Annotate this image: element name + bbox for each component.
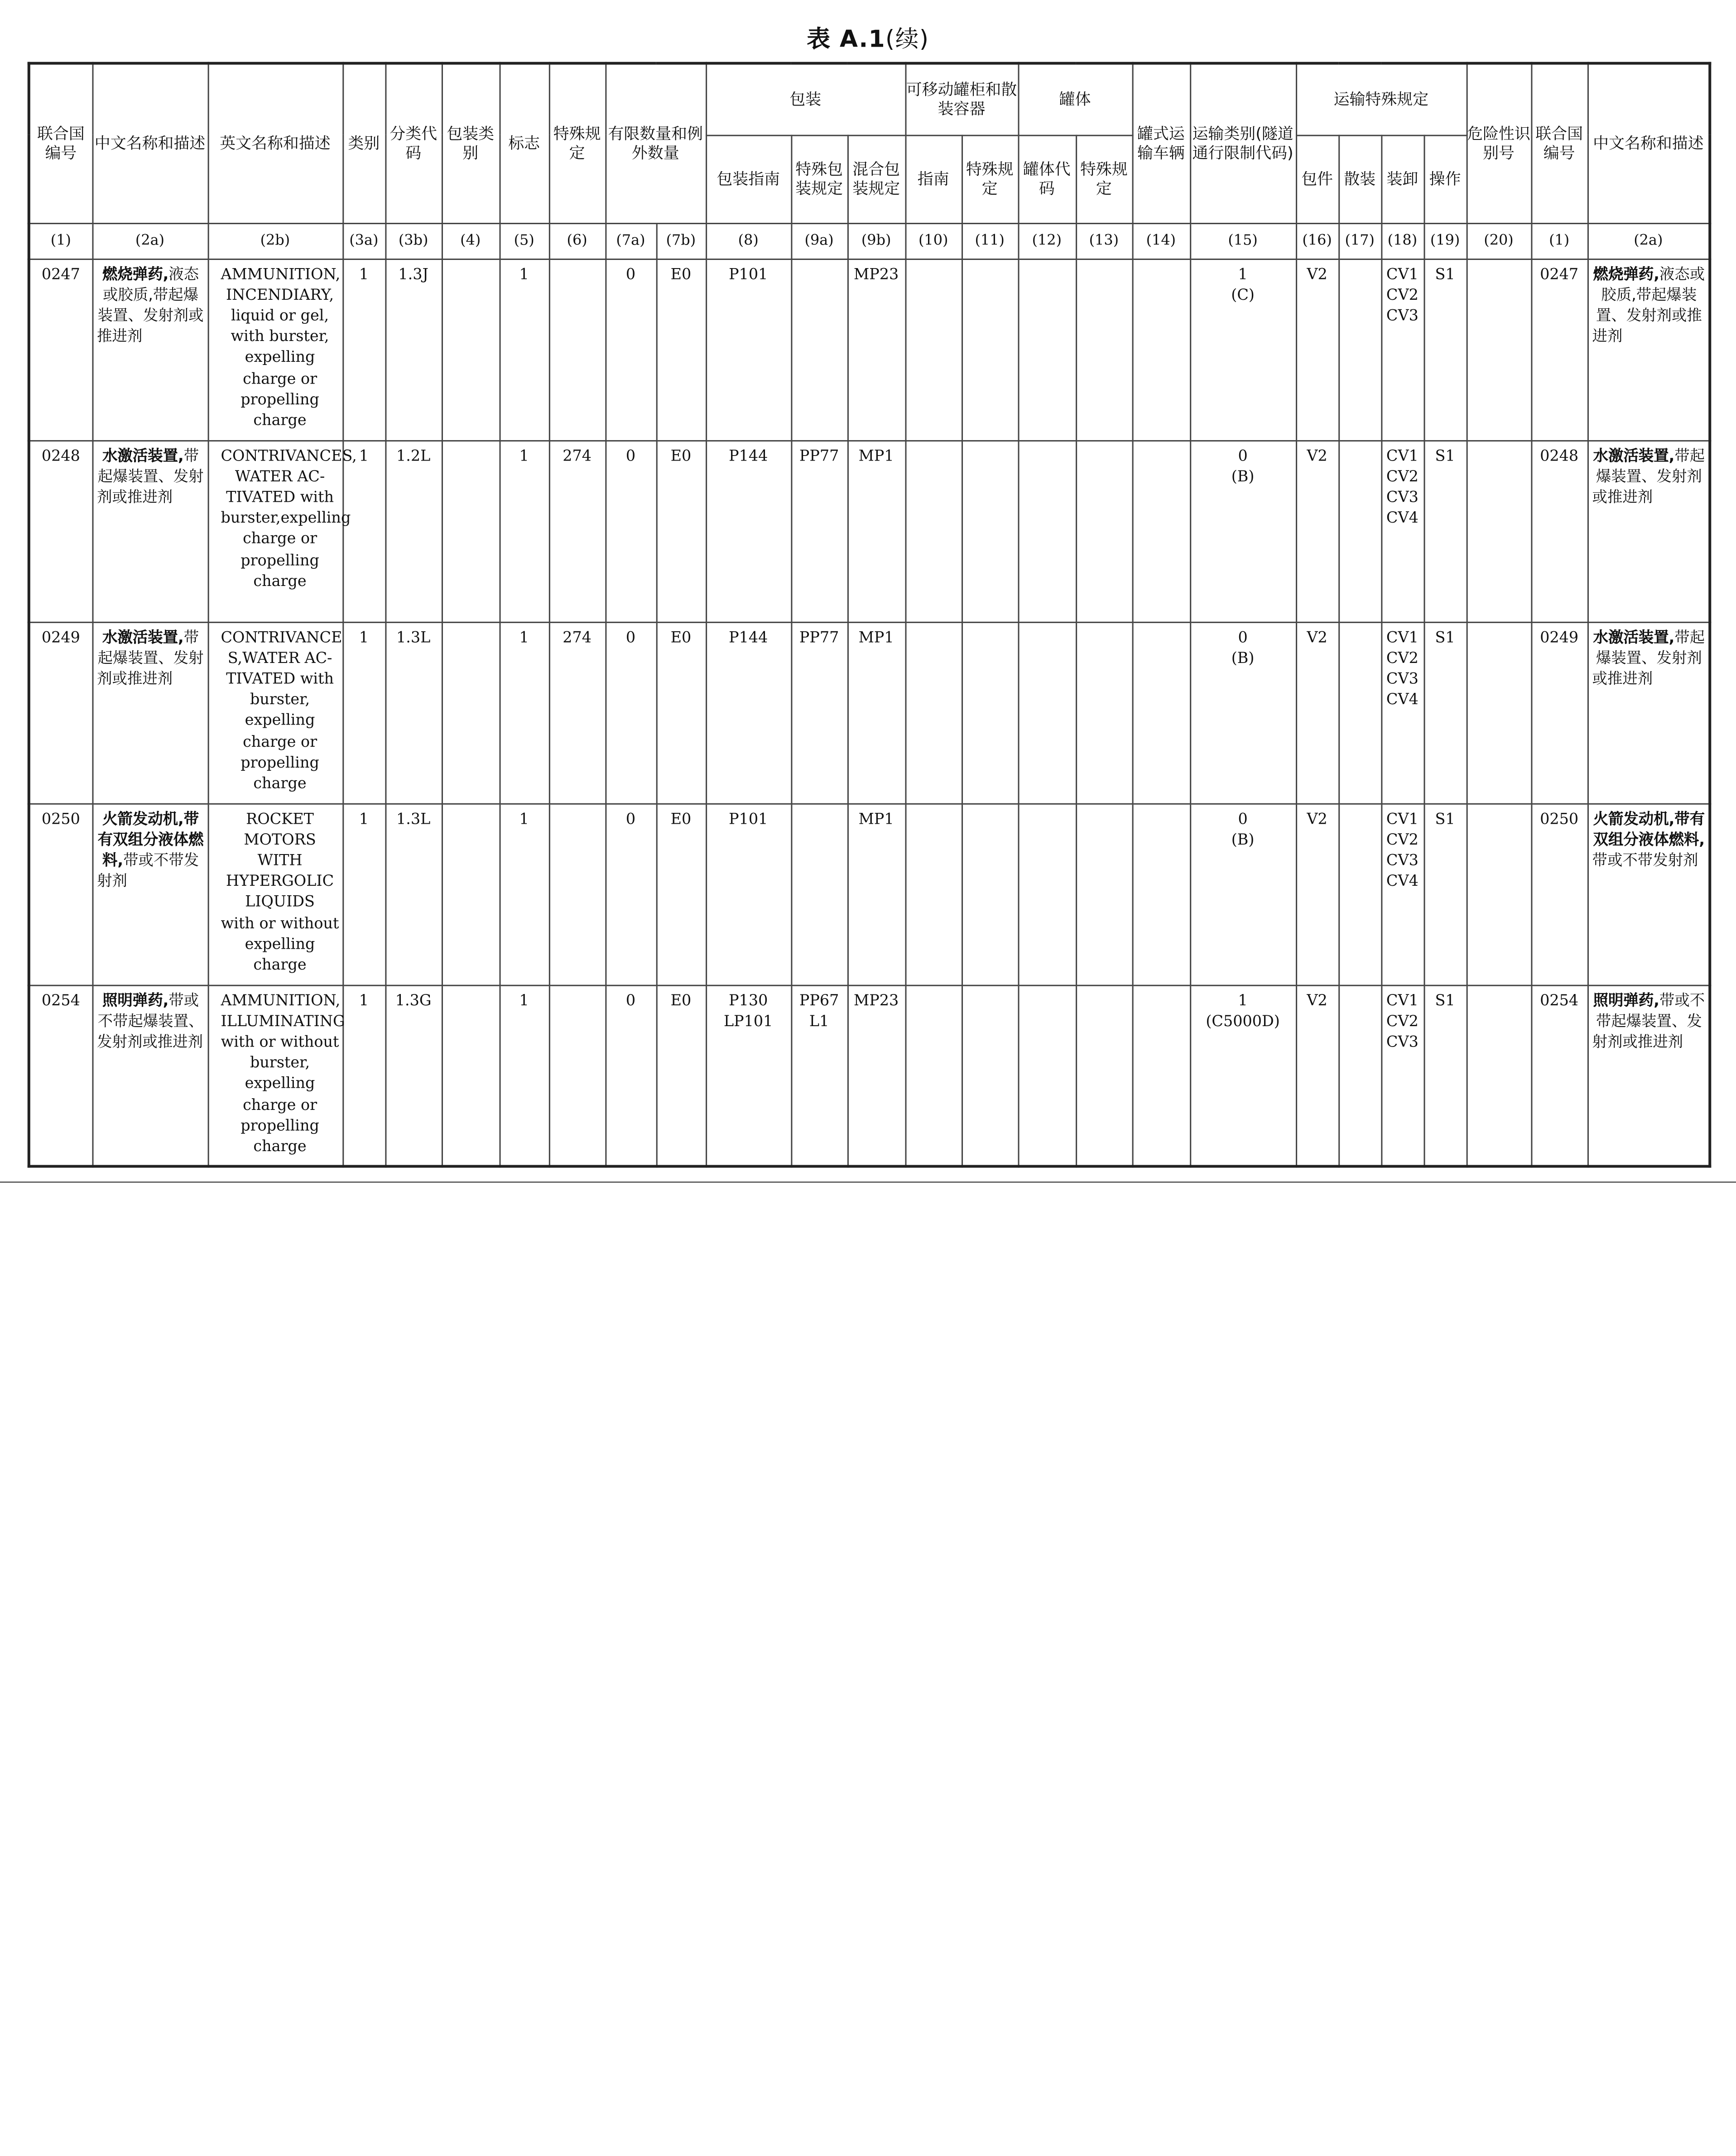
loading-cell-line: CV3 [1386,851,1419,869]
name-zh-right-cell-text: 带起爆装置、发射剂或推进剂 [1592,446,1705,506]
excepted-quantity-cell: E0 [656,985,706,1167]
class-cell: 1 [342,440,385,622]
hazard-id-cell [1467,985,1531,1167]
name-zh-right-cell-bold: 水激活装置, [1593,446,1675,465]
tank-special-cell [1076,803,1132,985]
transport-category-cell [1190,803,1296,985]
tank-special-cell [1076,440,1132,622]
name-zh-right-cell-bold: 火箭发动机,带有双组分液体燃料, [1593,809,1705,849]
name-zh-cell-bold: 照明弹药, [102,991,169,1009]
loading-cell-line: CV2 [1386,467,1419,485]
name-zh-cell-bold: 水激活装置, [102,628,184,646]
header-label: 标志 [500,63,549,223]
name-en-cell-line: burster, [250,691,310,709]
name-en-cell-line: burster, [250,1053,310,1072]
name-en-cell-line: charge [253,774,307,792]
header-limited-quantity: 有限数量和例外数量 [605,63,706,223]
tank-vehicle-cell [1132,440,1190,622]
header-special-transport: 运输特殊规定 [1296,63,1467,135]
column-number: (12) [1018,223,1076,259]
name-en-cell-line: propelling [240,1116,319,1134]
class-code-cell: 1.2L [385,440,442,622]
special-provisions-cell [549,803,606,985]
column-number: (17) [1338,223,1381,259]
pt-special-cell [962,803,1018,985]
special-pack-cell-line: PP67 [799,991,839,1009]
tank-code-cell [1018,440,1076,622]
column-number: (18) [1381,223,1423,259]
un-number-cell: 0249 [29,622,92,803]
page-divider [0,1181,1736,1183]
packages-cell: V2 [1296,440,1338,622]
special-pack-cell [791,259,847,440]
pack-instruction-cell-line: P130 [729,991,768,1009]
mixed-pack-cell: MP23 [847,985,905,1167]
name-en-cell-line: charge or [243,530,317,548]
pt-special-cell [962,985,1018,1167]
name-zh-right-cell-text: 带或不带起爆装置、发射剂或推进剂 [1592,991,1705,1051]
header-name-zh: 中文名称和描述 [92,63,207,223]
header-class: 类别 [342,63,385,223]
name-en-cell-line: with burster, [231,327,329,346]
header-un-number: 联合国编号 [29,63,92,223]
packing-group-cell [442,622,500,803]
packages-cell: V2 [1296,259,1338,440]
header-hazard-id: 危险性识别号 [1467,63,1531,223]
name-zh-right-cell-bold: 水激活装置, [1593,628,1675,646]
name-en-cell-line: HYPERGOLIC [226,872,334,890]
transport-category-cell [1190,259,1296,440]
column-number: (2a) [1587,223,1710,259]
column-number: (3b) [385,223,442,259]
mixed-pack-cell: MP1 [847,803,905,985]
transport-category: 0 [1238,446,1248,465]
operation-cell: S1 [1424,985,1467,1167]
name-en-cell-line: charge or [243,1095,317,1114]
loading-cell-line: CV1 [1386,991,1419,1009]
tank-code-cell [1018,803,1076,985]
header-packages: 包件 [1296,135,1338,223]
name-en-cell-line: MOTORS [244,830,316,849]
packages-cell: V2 [1296,985,1338,1167]
pt-instruction-cell [905,985,962,1167]
name-zh-right-cell-text: 带起爆装置、发射剂或推进剂 [1592,628,1705,688]
tunnel-code: (B) [1231,830,1255,849]
loading-cell-line: CV3 [1386,488,1419,506]
name-en-cell-line: expelling [245,348,315,366]
class-code-cell: 1.3L [385,622,442,803]
bulk-cell [1338,440,1381,622]
class-code-cell: 1.3J [385,259,442,440]
class-code-cell: 1.3G [385,985,442,1167]
special-provisions-cell [549,985,606,1167]
name-en-cell [208,985,343,1167]
name-en-cell-line: TIVATED with [226,669,334,688]
special-pack-cell [791,803,847,985]
name-en-cell-line: expelling [245,1075,315,1093]
loading-cell [1381,622,1423,803]
table-header [29,63,1710,259]
table-title-main: 表 A.1 [807,26,886,54]
name-zh-cell-text: 液态或胶质,带起爆装置、发射剂或推进剂 [97,264,204,346]
tank-vehicle-cell [1132,803,1190,985]
loading-cell-line: CV1 [1386,809,1419,827]
column-number: (2b) [208,223,343,259]
column-number: (10) [905,223,962,259]
header-packing-group: 包装类别 [442,63,500,223]
name-zh-cell-text: 带起爆装置、发射剂或推进剂 [97,446,204,506]
pt-special-cell [962,440,1018,622]
column-number: (1) [29,223,92,259]
operation-cell: S1 [1424,803,1467,985]
transport-category: 1 [1238,264,1248,283]
name-zh-right-cell [1587,985,1710,1167]
name-en-cell-line: liquid or gel, [231,307,329,325]
label-cell: 1 [500,985,549,1167]
special-provisions-cell [549,259,606,440]
loading-cell [1381,985,1423,1167]
header-pack-instruction: 包装指南 [706,135,791,223]
loading-cell-line: CV4 [1386,509,1419,527]
name-zh-right-cell [1587,440,1710,622]
header-tank-vehicle: 罐式运输车辆 [1132,63,1190,223]
transport-category-cell [1190,622,1296,803]
loading-cell-line: CV2 [1386,648,1419,667]
pack-instruction-cell [706,985,791,1167]
header-name-zh-right: 中文名称和描述 [1587,63,1710,223]
name-zh-cell-bold: 火箭发动机,带有双组分液体燃料, [97,809,204,869]
loading-cell [1381,803,1423,985]
packages-cell: V2 [1296,622,1338,803]
hazard-id-cell [1467,622,1531,803]
name-zh-cell-text: 带或不带发射剂 [97,851,199,890]
name-en-cell-line: charge [253,956,307,974]
column-number: (7a) [605,223,656,259]
name-zh-right-cell [1587,803,1710,985]
pt-instruction-cell [905,803,962,985]
header-special-pack: 特殊包装规定 [791,135,847,223]
tank-vehicle-cell [1132,622,1190,803]
name-zh-right-cell-text: 液态或胶质,带起爆装置、发射剂或推进剂 [1592,264,1705,346]
name-en-cell-line: ILLUMINATING [221,1012,345,1030]
operation-cell: S1 [1424,259,1467,440]
special-pack-cell-line: PP77 [799,446,839,465]
name-zh-cell-bold: 水激活装置, [102,446,184,465]
table-row [29,440,1710,622]
column-number: (4) [442,223,500,259]
un-number-right-cell: 0247 [1531,259,1587,440]
column-number: (16) [1296,223,1338,259]
name-en-cell-line: ROCKET [246,809,314,827]
name-en-cell [208,440,357,622]
tank-vehicle-cell [1132,985,1190,1167]
name-zh-cell [92,259,207,440]
bulk-cell [1338,985,1381,1167]
name-en-cell-line: expelling [245,935,315,953]
name-en-cell-line: S,WATER AC- [227,648,332,667]
mixed-pack-cell: MP23 [847,259,905,440]
un-number-cell: 0247 [29,259,92,440]
column-number: (2a) [92,223,207,259]
header-special-provisions: 特殊规定 [549,63,606,223]
column-number: (9a) [791,223,847,259]
name-en-cell [208,803,343,985]
name-en-cell-line: AMMUNITION, [221,991,341,1009]
mixed-pack-cell: MP1 [847,440,905,622]
header-portable-tank: 可移动罐柜和散装容器 [905,63,1018,135]
loading-cell-line: CV2 [1386,830,1419,849]
loading-cell-line: CV1 [1386,628,1419,646]
pt-instruction-cell [905,440,962,622]
class-cell: 1 [342,259,385,440]
excepted-quantity-cell: E0 [656,803,706,985]
name-en-cell-line: charge [253,411,307,429]
name-zh-cell [92,985,207,1167]
special-pack-cell [791,622,847,803]
column-number: (1) [1531,223,1587,259]
limited-quantity-cell: 0 [605,259,656,440]
loading-cell-line: CV1 [1386,264,1419,283]
special-pack-cell [791,985,847,1167]
class-cell: 1 [342,985,385,1167]
header-tank: 罐体 [1018,63,1132,135]
name-zh-right-cell-bold: 燃烧弹药, [1593,264,1659,283]
pack-instruction-cell-line: P144 [729,628,768,646]
header-mixed-pack: 混合包装规定 [847,135,905,223]
class-cell: 1 [342,803,385,985]
pt-special-cell [962,259,1018,440]
operation-cell: S1 [1424,622,1467,803]
name-en-cell-line: WATER AC- [235,467,325,485]
loading-cell [1381,259,1423,440]
packing-group-cell [442,985,500,1167]
special-provisions-cell: 274 [549,440,606,622]
tunnel-code: (B) [1231,467,1255,485]
pack-instruction-cell-line: P144 [729,446,768,465]
tank-code-cell [1018,259,1076,440]
un-number-right-cell: 0248 [1531,440,1587,622]
header-tank-special: 特殊规定 [1076,135,1132,223]
transport-category: 1 [1238,991,1248,1009]
un-number-cell: 0254 [29,985,92,1167]
name-en-cell-line: charge or [243,732,317,750]
transport-category: 0 [1238,809,1248,827]
table-title [0,19,1736,54]
transport-category-cell [1190,440,1296,622]
loading-cell-line: CV2 [1386,1012,1419,1030]
tank-vehicle-cell [1132,259,1190,440]
name-en-cell-line: propelling [240,753,319,772]
loading-cell-line: CV3 [1386,1032,1419,1051]
excepted-quantity-cell: E0 [656,259,706,440]
table-title-suffix: (续) [885,26,929,54]
limited-quantity-cell: 0 [605,440,656,622]
column-number: (15) [1190,223,1296,259]
column-number: (6) [549,223,606,259]
label-cell: 1 [500,259,549,440]
hazard-id-cell [1467,440,1531,622]
column-number: (11) [962,223,1018,259]
column-number: (8) [706,223,791,259]
pack-instruction-cell-line: P101 [729,809,768,827]
name-en-cell [208,622,343,803]
header-pt-special: 特殊规定 [962,135,1018,223]
excepted-quantity-cell: E0 [656,622,706,803]
name-en-cell-line: burster,expelling [221,509,351,527]
label-cell: 1 [500,440,549,622]
tunnel-code: (C) [1231,285,1255,304]
un-number-cell: 0248 [29,440,92,622]
pack-instruction-cell-line: LP101 [723,1012,773,1030]
pack-instruction-cell [706,803,791,985]
name-en-cell-line: CONTRIVANCE [221,628,342,646]
tank-special-cell [1076,622,1132,803]
name-zh-cell-text: 带或不带起爆装置、发射剂或推进剂 [97,991,204,1051]
name-zh-right-cell [1587,622,1710,803]
name-en-cell-line: CONTRIVANCES, [221,446,357,465]
limited-quantity-cell: 0 [605,622,656,803]
special-pack-cell-line: L1 [809,1012,829,1030]
name-en-cell-line: expelling [245,711,315,730]
header-pt-instruction: 指南 [905,135,962,223]
tank-code-cell [1018,622,1076,803]
header-transport-category: 运输类别(隧道通行限制代码) [1190,63,1296,223]
header-loading: 装卸 [1381,135,1423,223]
header-tank-code: 罐体代码 [1018,135,1076,223]
name-en-cell-line: charge [253,1137,307,1156]
name-en-cell-line: with or without [221,1032,339,1051]
table-row [29,985,1710,1167]
pt-instruction-cell [905,259,962,440]
label-cell: 1 [500,803,549,985]
excepted-quantity-cell: E0 [656,440,706,622]
column-number: (13) [1076,223,1132,259]
name-zh-right-cell-bold: 照明弹药, [1593,991,1659,1009]
name-zh-cell-text: 带起爆装置、发射剂或推进剂 [97,628,204,688]
column-number: (5) [500,223,549,259]
pack-instruction-cell [706,259,791,440]
packages-cell: V2 [1296,803,1338,985]
name-en-cell-line: WITH [257,851,303,869]
pack-instruction-cell [706,622,791,803]
operation-cell: S1 [1424,440,1467,622]
table-row [29,259,1710,440]
tunnel-code: (B) [1231,648,1255,667]
tank-code-cell [1018,985,1076,1167]
bulk-cell [1338,622,1381,803]
limited-quantity-cell: 0 [605,803,656,985]
special-pack-cell [791,440,847,622]
loading-cell-line: CV3 [1386,669,1419,688]
limited-quantity-cell: 0 [605,985,656,1167]
name-en-cell-line: INCENDIARY, [226,285,334,304]
special-provisions-cell: 274 [549,622,606,803]
column-number: (3a) [342,223,385,259]
tank-special-cell [1076,985,1132,1167]
loading-cell-line: CV4 [1386,872,1419,890]
name-en-cell-line: with or without [221,914,339,932]
pack-instruction-cell [706,440,791,622]
tank-special-cell [1076,259,1132,440]
name-zh-right-cell [1587,259,1710,440]
header-bulk: 散装 [1338,135,1381,223]
name-en-cell-line: charge or [243,369,317,388]
hazard-id-cell [1467,803,1531,985]
bulk-cell [1338,259,1381,440]
column-number: (14) [1132,223,1190,259]
name-en-cell-line: TIVATED with [226,488,334,506]
table-row [29,622,1710,803]
un-number-right-cell: 0250 [1531,803,1587,985]
pt-instruction-cell [905,622,962,803]
tunnel-code: (C5000D) [1206,1012,1280,1030]
class-cell: 1 [342,622,385,803]
header-operation: 操作 [1424,135,1467,223]
hazard-id-cell [1467,259,1531,440]
column-number: (9b) [847,223,905,259]
column-number-row [29,223,1710,259]
pt-special-cell [962,622,1018,803]
transport-category: 0 [1238,628,1248,646]
column-number: (19) [1424,223,1467,259]
name-zh-cell [92,803,207,985]
name-en-cell-line: LIQUIDS [245,893,315,911]
loading-cell-line: CV1 [1386,446,1419,465]
name-en-cell-line: propelling [240,390,319,408]
name-zh-right-cell-text: 带或不带发射剂 [1592,851,1698,869]
packing-group-cell [442,259,500,440]
loading-cell [1381,440,1423,622]
name-zh-cell [92,440,207,622]
pack-instruction-cell-line: P101 [729,264,768,283]
column-number: (20) [1467,223,1531,259]
un-number-right-cell: 0249 [1531,622,1587,803]
class-code-cell: 1.3L [385,803,442,985]
mixed-pack-cell: MP1 [847,622,905,803]
header-packaging: 包装 [706,63,905,135]
name-zh-cell-bold: 燃烧弹药, [102,264,169,283]
name-zh-cell [92,622,207,803]
name-en-cell-line: AMMUNITION, [221,264,341,283]
header-class-code: 分类代码 [385,63,442,223]
table-row [29,803,1710,985]
bulk-cell [1338,803,1381,985]
loading-cell-line: CV2 [1386,285,1419,304]
dangerous-goods-table [28,62,1712,1168]
packing-group-cell [442,803,500,985]
label-cell: 1 [500,622,549,803]
name-en-cell [208,259,343,440]
header-name-en: 英文名称和描述 [208,63,343,223]
un-number-right-cell: 0254 [1531,985,1587,1167]
loading-cell-line: CV4 [1386,691,1419,709]
loading-cell-line: CV3 [1386,307,1419,325]
packing-group-cell [442,440,500,622]
special-pack-cell-line: PP77 [799,628,839,646]
un-number-cell: 0250 [29,803,92,985]
table-body [29,259,1710,1167]
header-un-number-right: 联合国编号 [1531,63,1587,223]
name-en-cell-line: charge [253,571,307,590]
transport-category-cell [1190,985,1296,1167]
name-en-cell-line: propelling [240,551,319,569]
column-number: (7b) [656,223,706,259]
